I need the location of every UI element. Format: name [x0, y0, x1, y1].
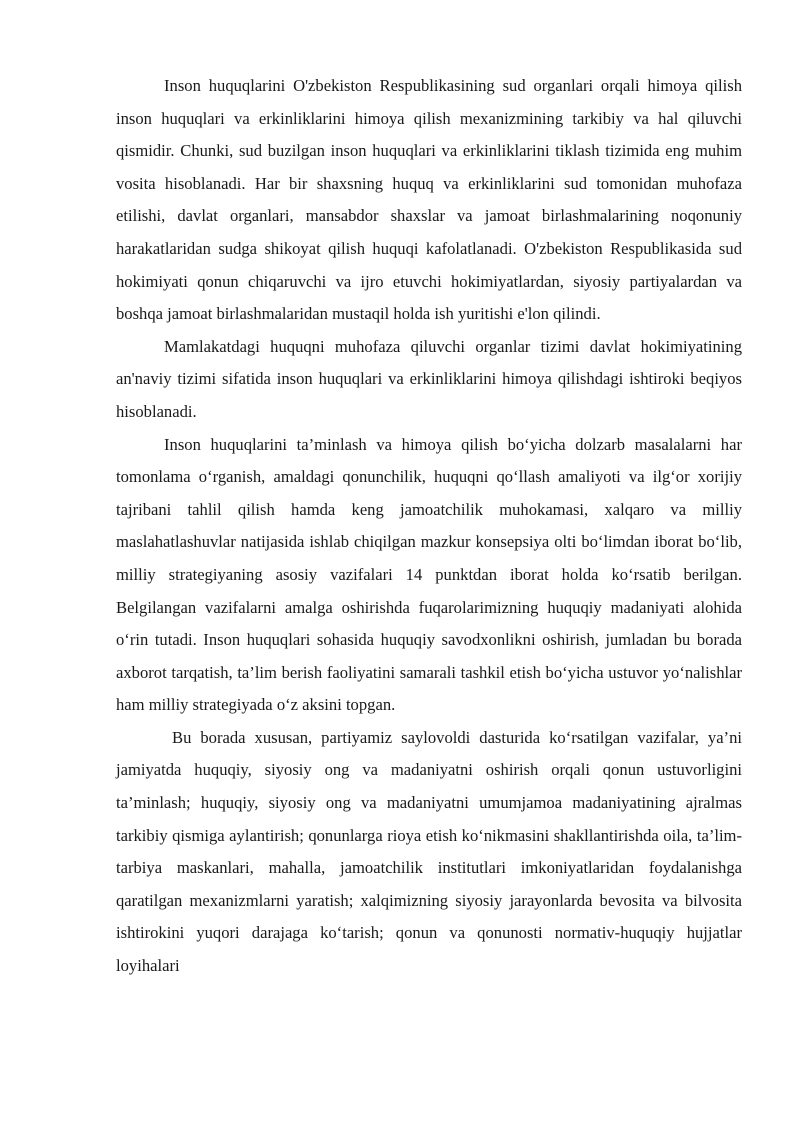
document-body — [116, 70, 742, 983]
paragraph-court-protection: Inson huquqlarini O'zbekiston Respublikasining sud organlari orqali himoya qilish inson huquqlari va erkinliklarini himoya qilish mexanizmining tarkibiy va hal qiluvchi qismidir. Chunki, sud buzilgan inson huquqlari va erkinliklarini tiklash tizimida eng muhim vosita hisoblanadi. Har bir shaxsning huquq va erkinliklarini sud tomonidan muhofaza etilishi, davlat organlari, mansabdor shaxslar va jamoat birlashmalarining noqonuniy harakatlaridan sudga shikoyat qilish huquqi kafolatlanadi. O'zbekiston Respublikasida sud hokimiyati qonun chiqaruvchi va ijro etuvchi hokimiyatlardan, siyosiy partiyalardan va boshqa jamoat birlashmalaridan mustaqil holda ish yuritishi e'lon qilindi. — [116, 76, 742, 324]
paragraph-national-strategy: Inson huquqlarini ta’minlash va himoya qilish bo‘yicha dolzarb masalalarni har tomonlama o‘rganish, amaldagi qonunchilik, huquqni qo‘llash amaliyoti va ilg‘or xorijiy tajribani tahlil qilish hamda keng jamoatchilik muhokamasi, xalqaro va milliy maslahatlashuvlar natijasida ishlab chiqilgan mazkur konsepsiya olti bo‘limdan iborat bo‘lib, milliy strategiyaning asosiy vazifalari 14 punktdan iborat holda ko‘rsatib berilgan. Belgilangan vazifalarni amalga oshirishda fuqarolarimizning huquqiy madaniyati alohida o‘rin tutadi. Inson huquqlari sohasida huquqiy savodxonlikni oshirish, jumladan bu borada axborot tarqatish, ta’lim berish faoliyatini samarali tashkil etish bo‘yicha ustuvor yo‘nalishlar ham milliy strategiyada o‘z aksini topgan. — [116, 434, 742, 715]
paragraph-law-enforcement: Mamlakatdagi huquqni muhofaza qiluvchi organlar tizimi davlat hokimiyatining an'naviy tizimi sifatida inson huquqlari va erkinliklarini himoya qilishdagi ishtiroki beqiyos hisoblanadi. — [116, 336, 742, 421]
paragraph-party-program: Bu borada xususan, partiyamiz saylovoldi dasturida ko‘rsatilgan vazifalar, ya’ni jamiyatda huquqiy, siyosiy ong va madaniyatni oshirish orqali qonun ustuvorligini ta’minlash; huquqiy, siyosiy ong va madaniyatni umumjamoa madaniyatining ajralmas tarkibiy qismiga aylantirish; qonunlarga rioya etish ko‘nikmasini shakllantirishda oila, ta’lim-tarbiya maskanlari, mahalla, jamoatchilik institutlari imkoniyatlaridan foydalanishga qaratilgan mexanizmlarni yaratish; xalqimizning siyosiy jarayonlarda bevosita va bilvosita ishtirokini yuqori darajaga ko‘tarish; qonun va qonunosti normativ-huquqiy hujjatlar loyihalari — [116, 727, 742, 976]
